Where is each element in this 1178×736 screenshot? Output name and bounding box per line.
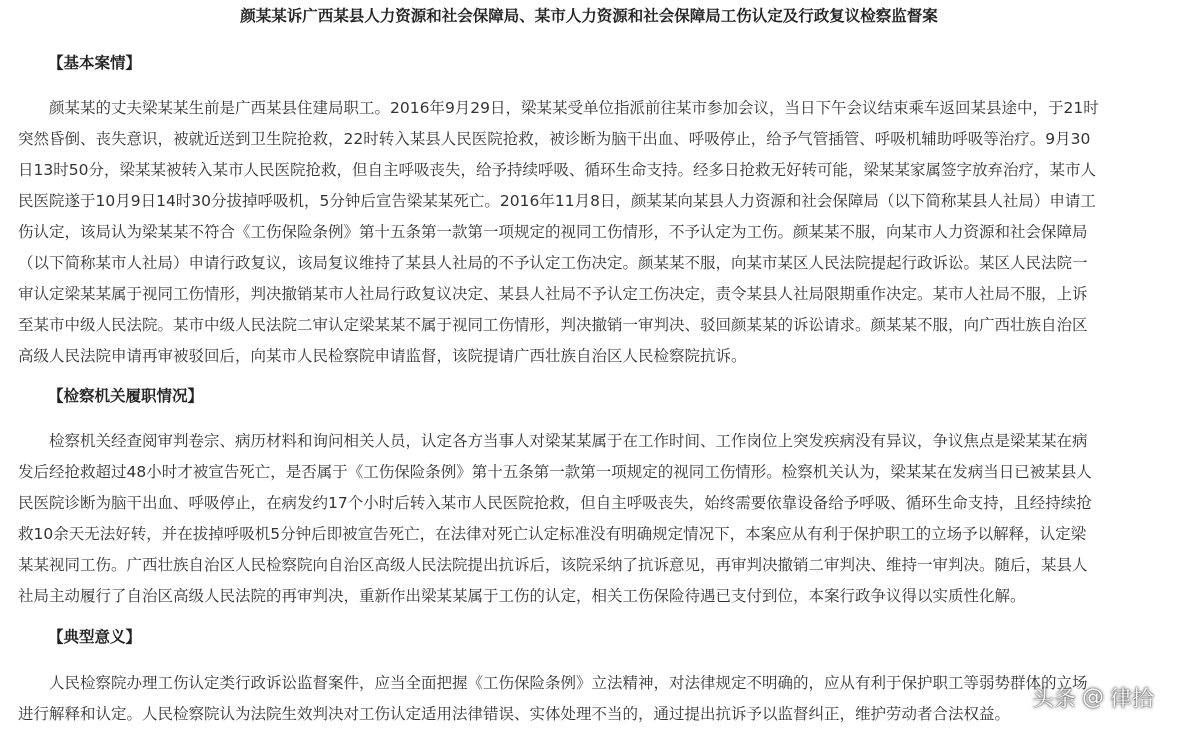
watermark-account: 律拾 (1109, 687, 1154, 712)
paragraph-line: 救10余天无法好转，并在拔掉呼吸机5分钟后即被宣告死亡，在法律对死亡认定标准没有明确规定情况下，本案应从有利于保护职工的立场予以解释，认定梁 (18, 525, 1087, 543)
paragraph-line: 民医院遂于10月9日14时30分拔掉呼吸机，5分钟后宣告梁某某死亡。2016年11月8日，颜某某向某县人力资源和社会保障局（以下简称某县人社局）申请工 (18, 192, 1096, 210)
paragraph-line: （以下简称某市人社局）申请行政复议，该局复议维持了某县人社局的不予认定工伤决定。颜某某不服，向某市某区人民法院提起行政诉讼。某区人民法院一 (18, 254, 1088, 272)
watermark-at-icon: @ (1081, 685, 1104, 710)
paragraph-line: 检察机关经查阅审判卷宗、病历材料和询问相关人员，认定各方当事人对梁某某属于在工作时间、工作岗位上突发疾病没有异议，争议焦点是梁某某在病 (49, 432, 1088, 450)
paragraph-line: 突然昏倒、丧失意识，被就近送到卫生院抢救，22时转入某县人民医院抢救，被诊断为脑干出血、呼吸停止，给予气管插管、呼吸机辅助呼吸等治疗。9月30 (18, 130, 1091, 148)
paragraph-line: 颜某某的丈夫梁某某生前是广西某县住建局职工。2016年9月29日，梁某某受单位指派前往某市参加会议，当日下午会议结束乘车返回某县途中，于21时 (49, 99, 1099, 117)
section-heading-basic-facts: 【基本案情】 (48, 54, 142, 72)
section-body-procuratorate-duties (18, 426, 1128, 612)
watermark (1032, 682, 1154, 713)
watermark-brand: 头条 (1031, 687, 1076, 712)
paragraph-line: 审认定梁某某属于视同工伤情形，判决撤销某市人社局行政复议决定、某县人社局不予认定工伤决定，责令某县人社局限期重作决定。某市人社局不服，上诉 (18, 285, 1088, 303)
paragraph-line: 某某视同工伤。广西壮族自治区人民检察院向自治区高级人民法院提出抗诉后，该院采纳了抗诉意见，再审判决撤销二审判决、维持一审判决。随后，某县人 (18, 556, 1088, 574)
paragraph-line: 高级人民法院申请再审被驳回后，向某市人民检察院申请监督，该院提请广西壮族自治区人民检察院抗诉。 (18, 347, 747, 365)
paragraph-line: 日13时50分，梁某某被转入某市人民医院抢救，但自主呼吸丧失，给予持续呼吸、循环生命支持。经多日抢救无好转可能，梁某某家属签字放弃治疗，某市人 (18, 161, 1096, 179)
document-title: 颜某某诉广西某县人力资源和社会保障局、某市人力资源和社会保障局工伤认定及行政复议检察监督案 (240, 7, 938, 25)
section-heading-procuratorate-duties: 【检察机关履职情况】 (48, 387, 204, 405)
paragraph-line: 发后经抢救超过48小时才被宣告死亡，是否属于《工伤保险条例》第十五条第一款第一项规定的视同工伤情形。检察机关认为，梁某某在发病当日已被某县人 (18, 463, 1092, 481)
section-body-basic-facts (18, 93, 1128, 372)
paragraph-line: 社局主动履行了自治区高级人民法院的再审判决，重新作出梁某某属于工伤的认定，相关工伤保险待遇已支付到位，本案行政争议得以实质性化解。 (18, 587, 1026, 605)
section-body-significance (18, 668, 1128, 730)
paragraph-line: 民医院诊断为脑干出血、呼吸停止，在病发约17个小时后转入某市人民医院抢救，但自主呼吸丧失，始终需要依靠设备给予呼吸、循环生命支持，且经持续抢 (18, 494, 1092, 512)
section-heading-significance: 【典型意义】 (48, 628, 142, 646)
paragraph-line: 伤认定，该局认为梁某某不符合《工伤保险条例》第十五条第一款第一项规定的视同工伤情形，不予认定为工伤。颜某某不服，向某市人力资源和社会保障局 (18, 223, 1088, 241)
paragraph-line: 至某市中级人民法院。某市中级人民法院二审认定梁某某不属于视同工伤情形，判决撤销一审判决、驳回颜某某的诉讼请求。颜某某不服，向广西壮族自治区 (18, 316, 1088, 334)
paragraph-line: 人民检察院办理工伤认定类行政诉讼监督案件，应当全面把握《工伤保险条例》立法精神，对法律规定不明确的，应从有利于保护职工等弱势群体的立场 (49, 674, 1088, 692)
paragraph-line: 进行解释和认定。人民检察院认为法院生效判决对工伤认定适用法律错误、实体处理不当的，通过提出抗诉予以监督纠正，维护劳动者合法权益。 (18, 705, 1011, 723)
